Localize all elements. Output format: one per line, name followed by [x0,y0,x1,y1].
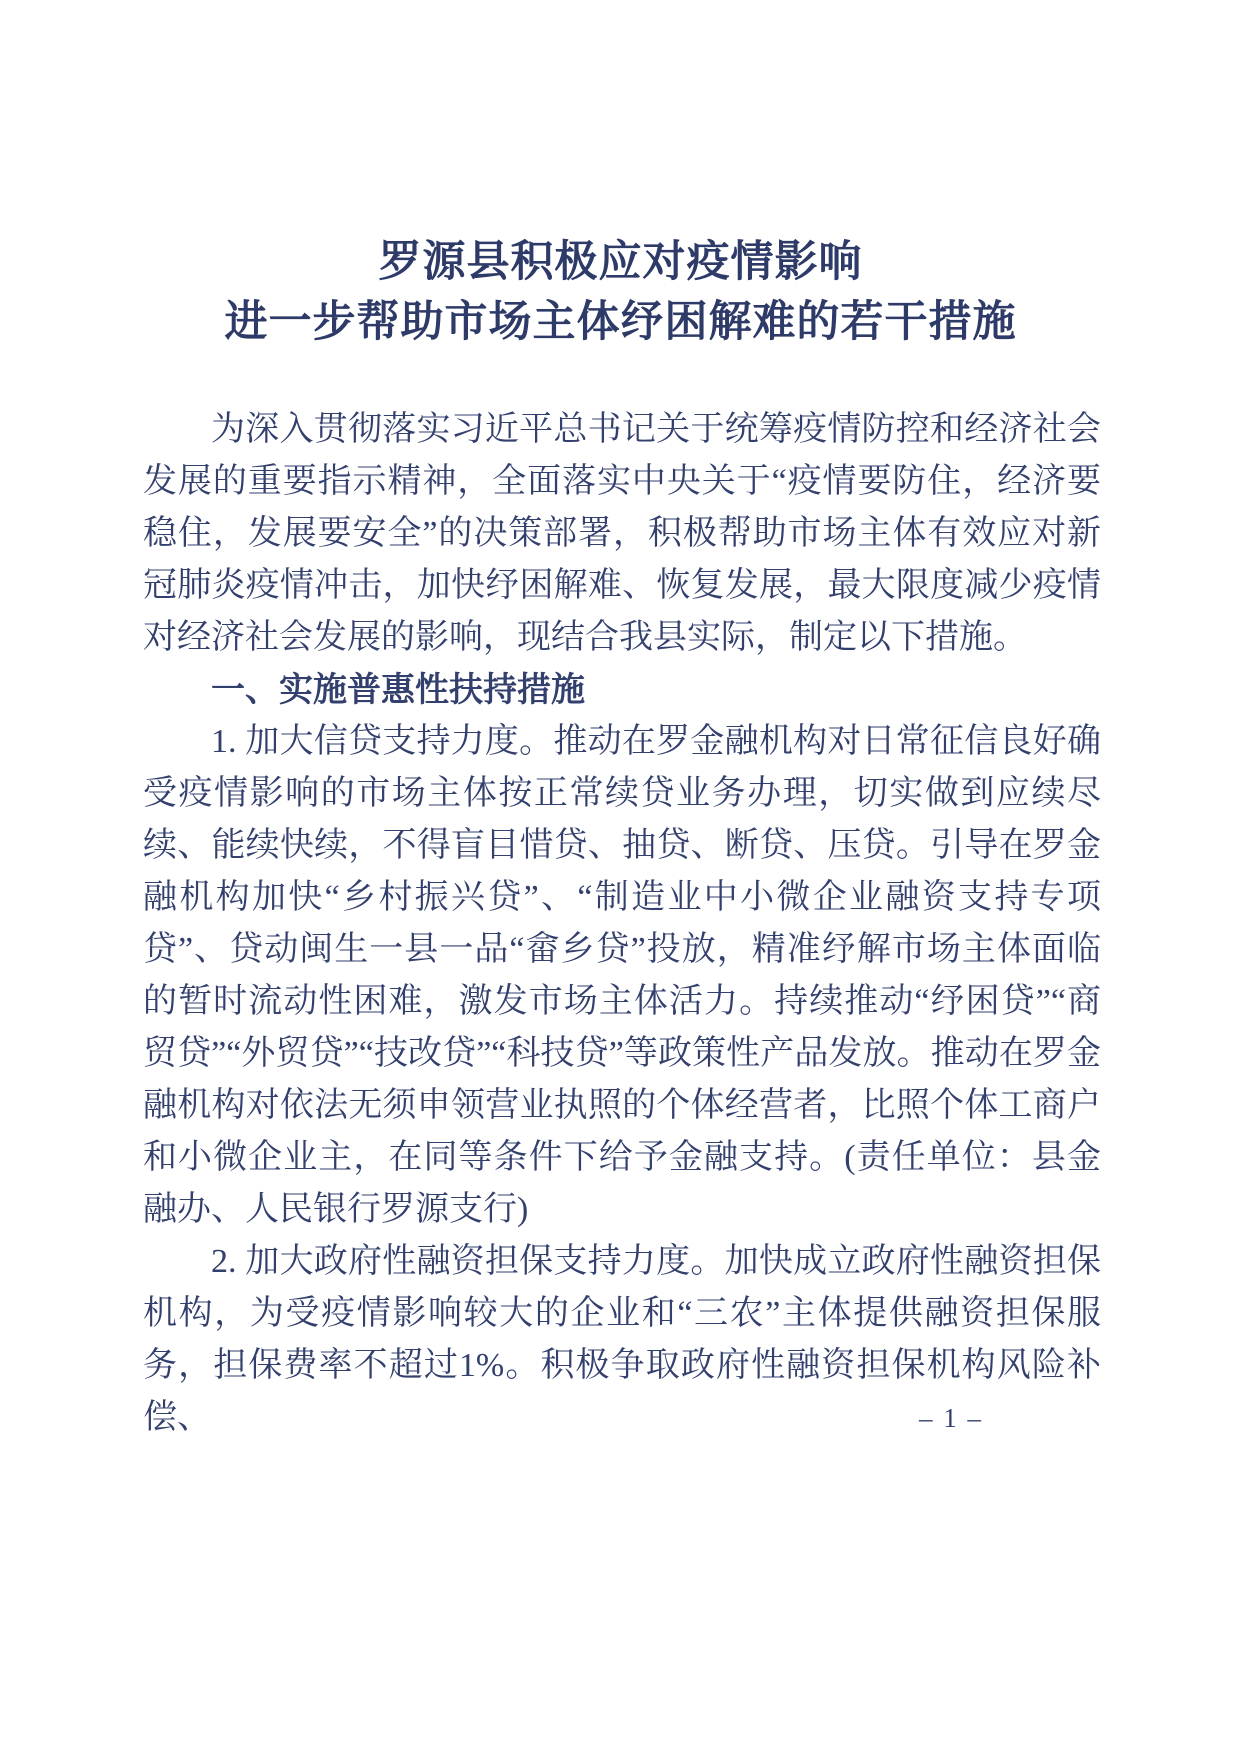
document-body [143,404,1101,1444]
document-title-line-1: 罗源县积极应对疫情影响 [378,238,863,286]
paragraph-item-2: 2. 加大政府性融资担保支持力度。加快成立政府性融资担保机构，为受疫情影响较大的企业和“三农”主体提供融资担保服务，担保费率不超过1%。积极争取政府性融资担保机构风险补偿、 [143,1243,1101,1436]
section-heading-1: 一、实施普惠性扶持措施 [211,671,585,709]
paragraph-intro: 为深入贯彻落实习近平总书记关于统筹疫情防控和经济社会发展的重要指示精神，全面落实中央关于“疫情要防住，经济要稳住，发展要安全”的决策部署，积极帮助市场主体有效应对新冠肺炎疫情冲击，加快纾困解难、恢复发展，最大限度减少疫情对经济社会发展的影响，现结合我县实际，制定以下措施。 [143,411,1101,656]
paragraph-item-1: 1. 加大信贷支持力度。推动在罗金融机构对日常征信良好确受疫情影响的市场主体按正常续贷业务办理，切实做到应续尽续、能续快续，不得盲目惜贷、抽贷、断贷、压贷。引导在罗金融机构加快“乡村振兴贷”、“制造业中小微企业融资支持专项贷”、贷动闽生一县一品“畲乡贷”投放，精准纾解市场主体面临的暂时流动性困难，激发市场主体活力。持续推动“纾困贷”“商贸贷”“外贸贷”“技改贷”“科技贷”等政策性产品发放。推动在罗金融机构对依法无须申领营业执照的个体经营者，比照个体工商户和小微企业主，在同等条件下给予金融支持。(责任单位：县金融办、人民银行罗源支行) [143,723,1101,1228]
page-number: – 1 – [919,1403,983,1433]
document-title-line-2: 进一步帮助市场主体纾困解难的若干措施 [224,298,1017,346]
document-title [0,232,1241,352]
